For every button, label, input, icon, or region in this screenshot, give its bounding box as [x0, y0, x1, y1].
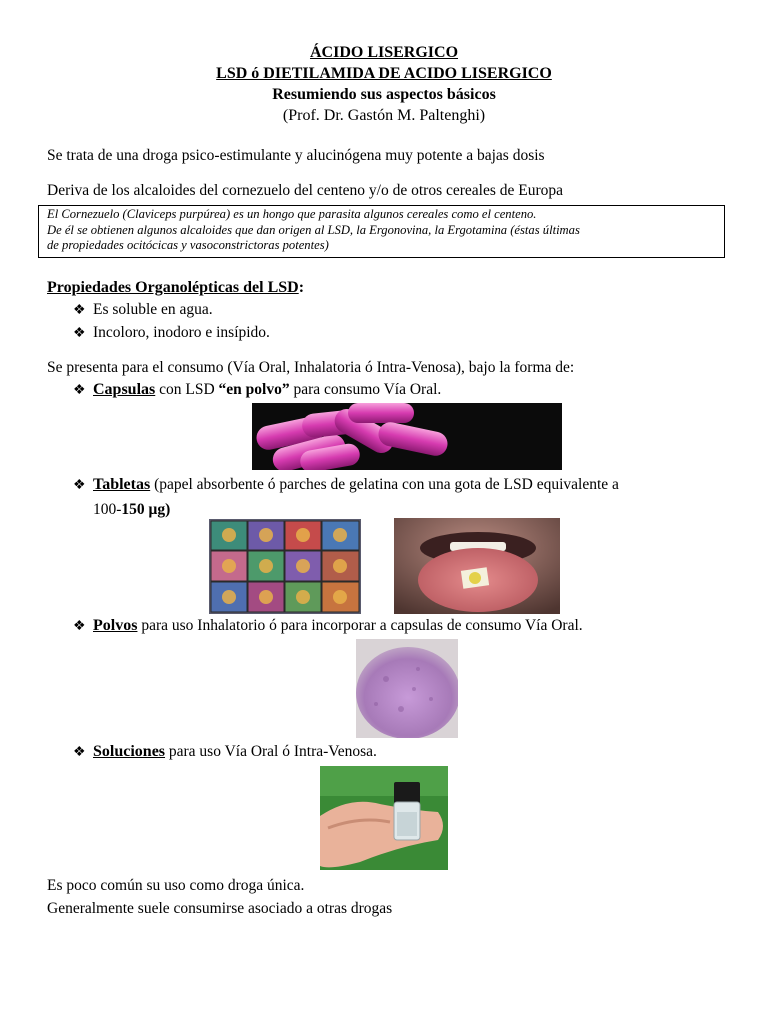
tongue-tab-illustration: [394, 518, 560, 614]
powder-illustration: [356, 639, 458, 738]
note-line-1: El Cornezuelo (Claviceps purpúrea) es un hongo que parasita algunos cereales como el centeno.: [47, 207, 537, 221]
soluciones-item: ❖ Soluciones para uso Vía Oral ó Intra-Venosa.: [73, 743, 377, 760]
closing-line-2: Generalmente suele consumirse asociado a otras drogas: [47, 900, 393, 917]
intro-line-2: Deriva de los alcaloides del cornezuelo del centeno y/o de otros cereales de Europa: [47, 182, 564, 199]
capsules-illustration: [252, 403, 562, 470]
tabletas-item: ❖ Tabletas (papel absorbente ó parches de gelatina con una gota de LSD equivalente a 100-150 μg): [73, 476, 619, 518]
diamond-bullet-icon: ❖: [73, 303, 86, 318]
property-item: ❖ Es soluble en agua.: [73, 301, 213, 318]
powder-photo: [356, 639, 458, 738]
intro-line-1: Se trata de una droga psico-estimulante y alucinógena muy potente a bajas dosis: [47, 147, 545, 164]
diamond-bullet-icon: ❖: [73, 326, 86, 341]
diamond-bullet-icon: ❖: [73, 745, 86, 760]
diamond-bullet-icon: ❖: [73, 383, 86, 398]
document-author: (Prof. Dr. Gastón M. Paltenghi): [282, 107, 486, 124]
property-item: ❖ Incoloro, inodoro e insípido.: [73, 324, 270, 341]
diamond-bullet-icon: ❖: [73, 478, 86, 493]
note-line-3: de propiedades ocitócicas y vasoconstrictoras potentes): [47, 238, 329, 252]
polvos-item: ❖ Polvos para uso Inhalatorio ó para incorporar a capsulas de consumo Vía Oral.: [73, 617, 583, 634]
vial-illustration: [320, 766, 448, 870]
document-summary: Resumiendo sus aspectos básicos: [272, 86, 496, 103]
properties-title: Propiedades Organolépticas del LSD:: [47, 279, 305, 296]
diamond-bullet-icon: ❖: [73, 619, 86, 634]
capsules-photo: [252, 403, 562, 470]
capsulas-item: ❖ Capsulas con LSD “en polvo” para consumo Vía Oral.: [73, 381, 442, 398]
tongue-tab-photo: [394, 518, 560, 614]
document-header: [0, 42, 768, 126]
document-subtitle: LSD ó DIETILAMIDA DE ACIDO LISERGICO: [216, 65, 552, 82]
note-box: [38, 205, 725, 258]
presentation-intro: Se presenta para el consumo (Vía Oral, Inhalatoria ó Intra-Venosa), bajo la forma de:: [47, 359, 575, 376]
vial-photo: [320, 766, 448, 870]
blotter-tabs-illustration: [209, 519, 361, 614]
closing-line-1: Es poco común su uso como droga única.: [47, 877, 305, 894]
document-title: ÁCIDO LISERGICO: [309, 44, 459, 61]
note-line-2: De él se obtienen algunos alcaloides que dan origen al LSD, la Ergonovina, la Ergotamina (éstas últimas: [47, 222, 580, 237]
blotter-tabs-photo: [209, 519, 361, 614]
